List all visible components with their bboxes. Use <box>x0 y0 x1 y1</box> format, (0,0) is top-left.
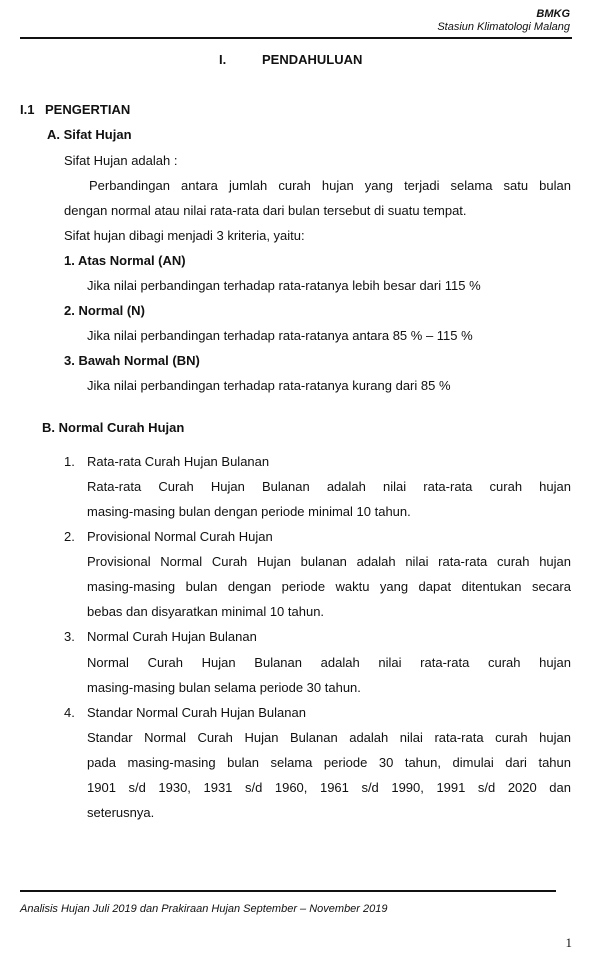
normal-item-number: 2. <box>64 529 75 544</box>
normal-item-text: Normal Curah Hujan Bulanan adalah nilai rata-rata curah hujan <box>87 655 571 670</box>
criteria-item-label: 2. Normal (N) <box>64 303 145 318</box>
footer-rule <box>20 890 556 892</box>
normal-item-number: 1. <box>64 454 75 469</box>
definition-line-1: Perbandingan antara jumlah curah hujan yang terjadi selama satu bulan <box>89 178 571 193</box>
normal-item-title: Standar Normal Curah Hujan Bulanan <box>87 705 306 720</box>
normal-item-text: seterusnya. <box>87 805 155 820</box>
section-title: PENGERTIAN <box>45 102 131 117</box>
chapter-number: I. <box>219 52 227 67</box>
page-number: 1 <box>565 935 572 950</box>
subsection-a-heading: A. Sifat Hujan <box>47 127 132 142</box>
normal-item-text: Provisional Normal Curah Hujan bulanan adalah nilai rata-rata curah hujan <box>87 554 571 569</box>
normal-item-text: bebas dan disyaratkan minimal 10 tahun. <box>87 604 325 619</box>
chapter-title: PENDAHULUAN <box>262 52 363 67</box>
sifat-hujan-intro: Sifat Hujan adalah : <box>64 153 178 168</box>
criteria-item-label: 3. Bawah Normal (BN) <box>64 353 200 368</box>
normal-item-text: masing-masing bulan dengan periode minimal 10 tahun. <box>87 504 411 519</box>
criteria-item-desc: Jika nilai perbandingan terhadap rata-ratanya antara 85 % – 115 % <box>87 328 473 343</box>
normal-item-text: pada masing-masing bulan selama periode 30 tahun, dimulai dari tahun <box>87 755 571 770</box>
criteria-intro: Sifat hujan dibagi menjadi 3 kriteria, yaitu: <box>64 228 305 243</box>
criteria-item-label: 1. Atas Normal (AN) <box>64 253 186 268</box>
criteria-item-desc: Jika nilai perbandingan terhadap rata-ratanya lebih besar dari 115 % <box>87 278 481 293</box>
normal-item-title: Provisional Normal Curah Hujan <box>87 529 273 544</box>
header-rule <box>20 37 572 39</box>
criteria-item-desc: Jika nilai perbandingan terhadap rata-ratanya kurang dari 85 % <box>87 378 451 393</box>
normal-item-number: 4. <box>64 705 75 720</box>
header-station: Stasiun Klimatologi Malang <box>437 21 570 33</box>
normal-item-text: masing-masing bulan selama periode 30 tahun. <box>87 680 361 695</box>
section-number: I.1 <box>20 102 35 117</box>
footer-text: Analisis Hujan Juli 2019 dan Prakiraan Hujan September – November 2019 <box>20 903 388 915</box>
definition-line-2: dengan normal atau nilai rata-rata dari bulan tersebut di suatu tempat. <box>64 203 467 218</box>
header-org: BMKG <box>536 8 570 20</box>
normal-item-text: masing-masing bulan dengan periode waktu yang dapat ditentukan secara <box>87 579 571 594</box>
normal-item-text: Standar Normal Curah Hujan Bulanan adalah nilai rata-rata curah hujan <box>87 730 571 745</box>
normal-item-text: Rata-rata Curah Hujan Bulanan adalah nilai rata-rata curah hujan <box>87 479 571 494</box>
normal-item-number: 3. <box>64 629 75 644</box>
normal-item-title: Normal Curah Hujan Bulanan <box>87 629 257 644</box>
normal-item-title: Rata-rata Curah Hujan Bulanan <box>87 454 270 469</box>
subsection-b-heading: B. Normal Curah Hujan <box>42 420 185 435</box>
normal-item-text: 1901 s/d 1930, 1931 s/d 1960, 1961 s/d 1990, 1991 s/d 2020 dan <box>87 780 571 795</box>
